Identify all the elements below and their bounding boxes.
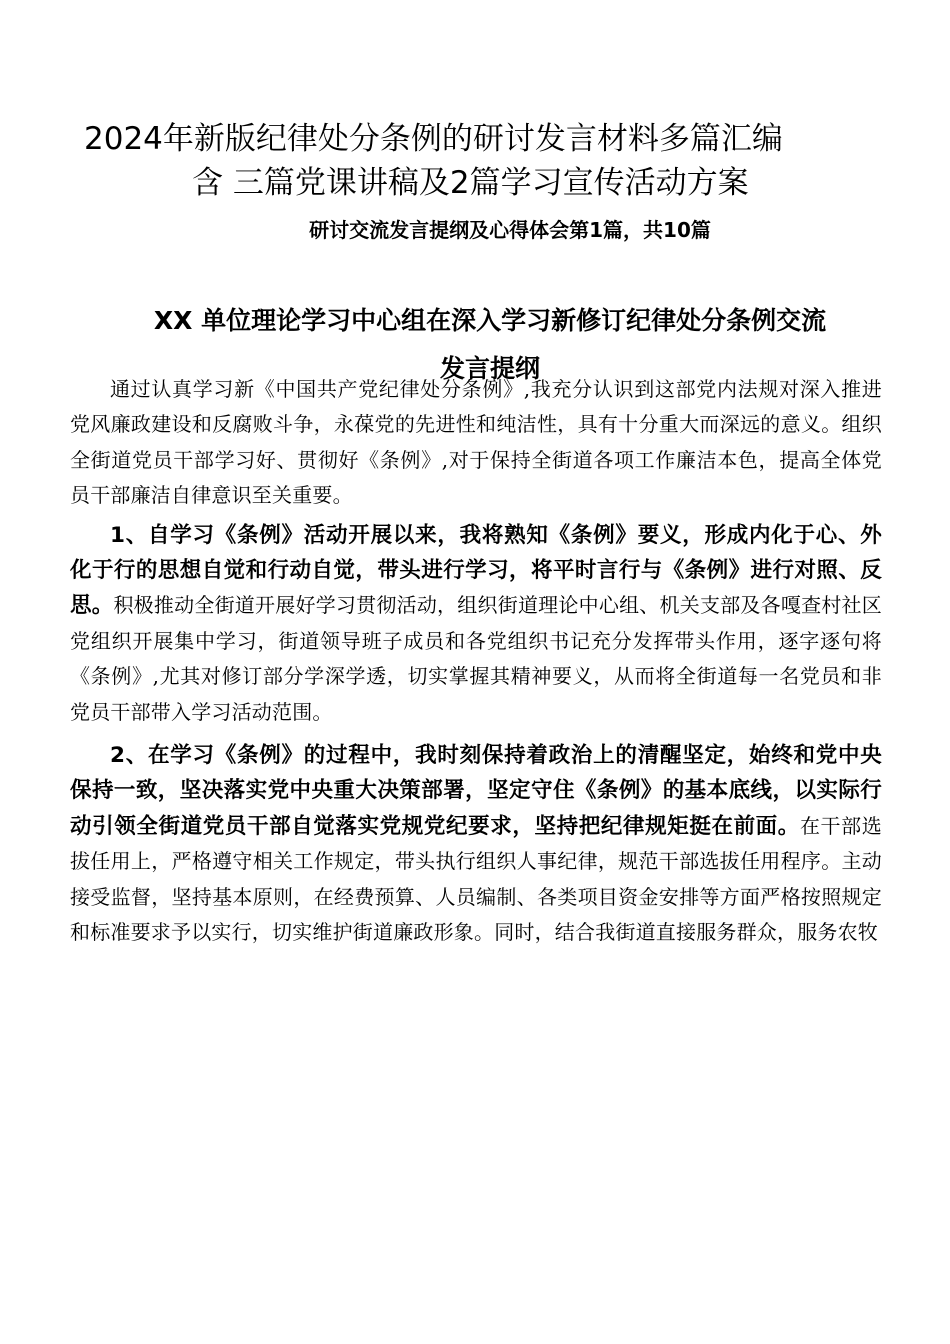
paragraph-intro	[70, 372, 882, 514]
document-title	[60, 117, 890, 205]
document-title-line-1: 2024年新版纪律处分条例的研讨发言材料多篇汇编	[84, 120, 783, 157]
body-text	[70, 372, 882, 951]
paragraph-text: 通过认真学习新《中国共产党纪律处分条例》,我充分认识到这部党内法规对深入推进党风廉政建设和反腐败斗争，永葆党的先进性和纯洁性，具有十分重大而深远的意义。组织全街道党员干部学习好、贯彻好《条例》,对于保持全街道各项工作廉洁本色，提高全体党员干部廉洁自律意识至关重要。	[70, 377, 882, 508]
paragraph-point-2	[70, 738, 882, 950]
paragraph-text: 在干部选拔任用上，严格遵守相关工作规定，带头执行组织人事纪律，规范干部选拔任用程序。主动接受监督，坚持基本原则，在经费预算、人员编制、各类项目资金安排等方面严格按照规定和标准要求予以实行，切实维护街道廉政形象。同时，结合我街道直接服务群众，服务农牧	[70, 813, 882, 945]
paragraph-text: 积极推动全街道开展好学习贯彻活动，组织街道理论中心组、机关支部及各嘎查村社区党组织开展集中学习，街道领导班子成员和各党组织书记充分发挥带头作用，逐字逐句将《条例》,尤其对修订部分学深学透，切实掌握其精神要义，从而将全街道每一名党员和非党员干部带入学习活动范围。	[70, 593, 882, 724]
paragraph-point-1	[70, 518, 882, 730]
paragraph-lead: 1、自学习《条例》活动开展以来，我将熟知《条例》要义，形成内化于心、外化于行的思想自觉和行动自觉，带头进行学习，将平时言行与《条例》进行对照、反思。	[70, 522, 882, 619]
paragraph-lead: 2、在学习《条例》的过程中，我时刻保持着政治上的清醒坚定，始终和党中央保持一致，坚决落实党中央重大决策部署，坚定守住《条例》的基本底线，以实际行动引领全街道党员干部自觉落实党规党纪要求，坚持把纪律规矩挺在前面。	[70, 743, 882, 839]
speech-title-line-1: XX 单位理论学习中心组在深入学习新修订纪律处分条例交流	[153, 305, 827, 335]
speech-title-line-2: 发言提纲	[439, 353, 540, 383]
series-label: 研讨交流发言提纲及心得体会第1篇，共10篇	[309, 218, 711, 242]
document-title-line-2: 含 三篇党课讲稿及2篇学习宣传活动方案	[192, 164, 749, 201]
